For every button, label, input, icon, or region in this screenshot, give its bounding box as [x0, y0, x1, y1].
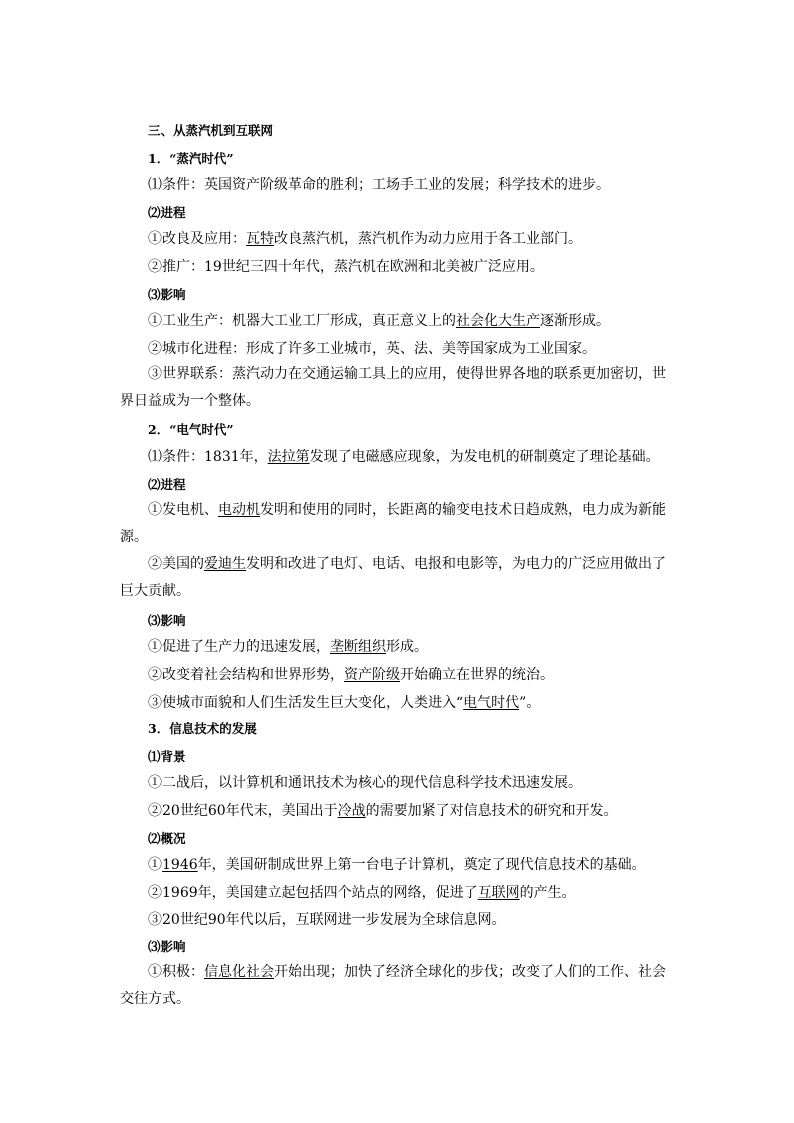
electric-process-heading: ⑵进程: [148, 477, 186, 492]
info-background-heading: ⑴背景: [148, 749, 186, 764]
steam-industry: ①工业生产：机器大工业工厂形成，真正意义上的社会化大生产逐渐形成。: [148, 313, 610, 329]
steam-improve: ①改良及应用：瓦特改良蒸汽机，蒸汽机作为动力应用于各工业部门。: [148, 231, 582, 247]
info-background-2: ②20世纪60年代末，美国出于冷战的需要加紧了对信息技术的研究和开发。: [148, 803, 618, 819]
steam-condition: ⑴条件：英国资产阶级革命的胜利；工场手工业的发展；科学技术的进步。: [148, 177, 610, 193]
electric-edison: ②美国的爱迪生发明和改进了电灯、电话、电报和电影等，为电力的广泛应用做出了巨大贡献。: [120, 556, 666, 599]
steam-promote: ②推广：19世纪三四十年代，蒸汽机在欧洲和北美被广泛应用。: [148, 259, 544, 275]
steam-urban: ②城市化进程：形成了许多工业城市，英、法、美等国家成为工业国家。: [148, 341, 596, 357]
info-impact-heading: ⑶影响: [148, 939, 186, 954]
heading-electric-age: 2．“电气时代”: [148, 422, 234, 437]
electric-generator: ①发电机、电动机发明和使用的同时，长距离的输变电技术日趋成熟，电力成为新能源。: [120, 502, 666, 545]
info-overview-1: ①1946年，美国研制成世界上第一台电子计算机，奠定了现代信息技术的基础。: [148, 857, 646, 873]
heading-info-tech: 3．信息技术的发展: [148, 721, 257, 736]
heading-steam-age: 1．“蒸汽时代”: [148, 151, 234, 166]
electric-productivity: ①促进了生产力的迅速发展，垄断组织形成。: [148, 639, 428, 655]
electric-city: ③使城市面貌和人们生活发生巨大变化，人类进入“电气时代”。: [148, 695, 541, 711]
electric-condition: ⑴条件：1831年，法拉第发现了电磁感应现象，为发电机的研制奠定了理论基础。: [148, 449, 660, 465]
electric-society: ②改变着社会结构和世界形势，资产阶级开始确立在世界的统治。: [148, 667, 554, 683]
steam-process-heading: ⑵进程: [148, 205, 186, 220]
section-title: 三、从蒸汽机到互联网: [148, 123, 274, 138]
info-overview-3: ③20世纪90年代以后，互联网进一步发展为全球信息网。: [148, 912, 506, 928]
info-impact-positive: ①积极：信息化社会开始出现；加快了经济全球化的步伐；改变了人们的工作、社会交往方式。: [120, 964, 666, 1007]
info-background-1: ①二战后，以计算机和通讯技术为核心的现代信息科学技术迅速发展。: [148, 775, 582, 791]
info-overview-2: ②1969年，美国建立起包括四个站点的网络，促进了互联网的产生。: [148, 885, 576, 901]
electric-impact-heading: ⑶影响: [148, 613, 186, 628]
steam-impact-heading: ⑶影响: [148, 287, 186, 302]
info-overview-heading: ⑵概况: [148, 831, 186, 846]
steam-world: ③世界联系：蒸汽动力在交通运输工具上的应用，使得世界各地的联系更加密切，世界日益成为一个整体。: [120, 366, 666, 409]
